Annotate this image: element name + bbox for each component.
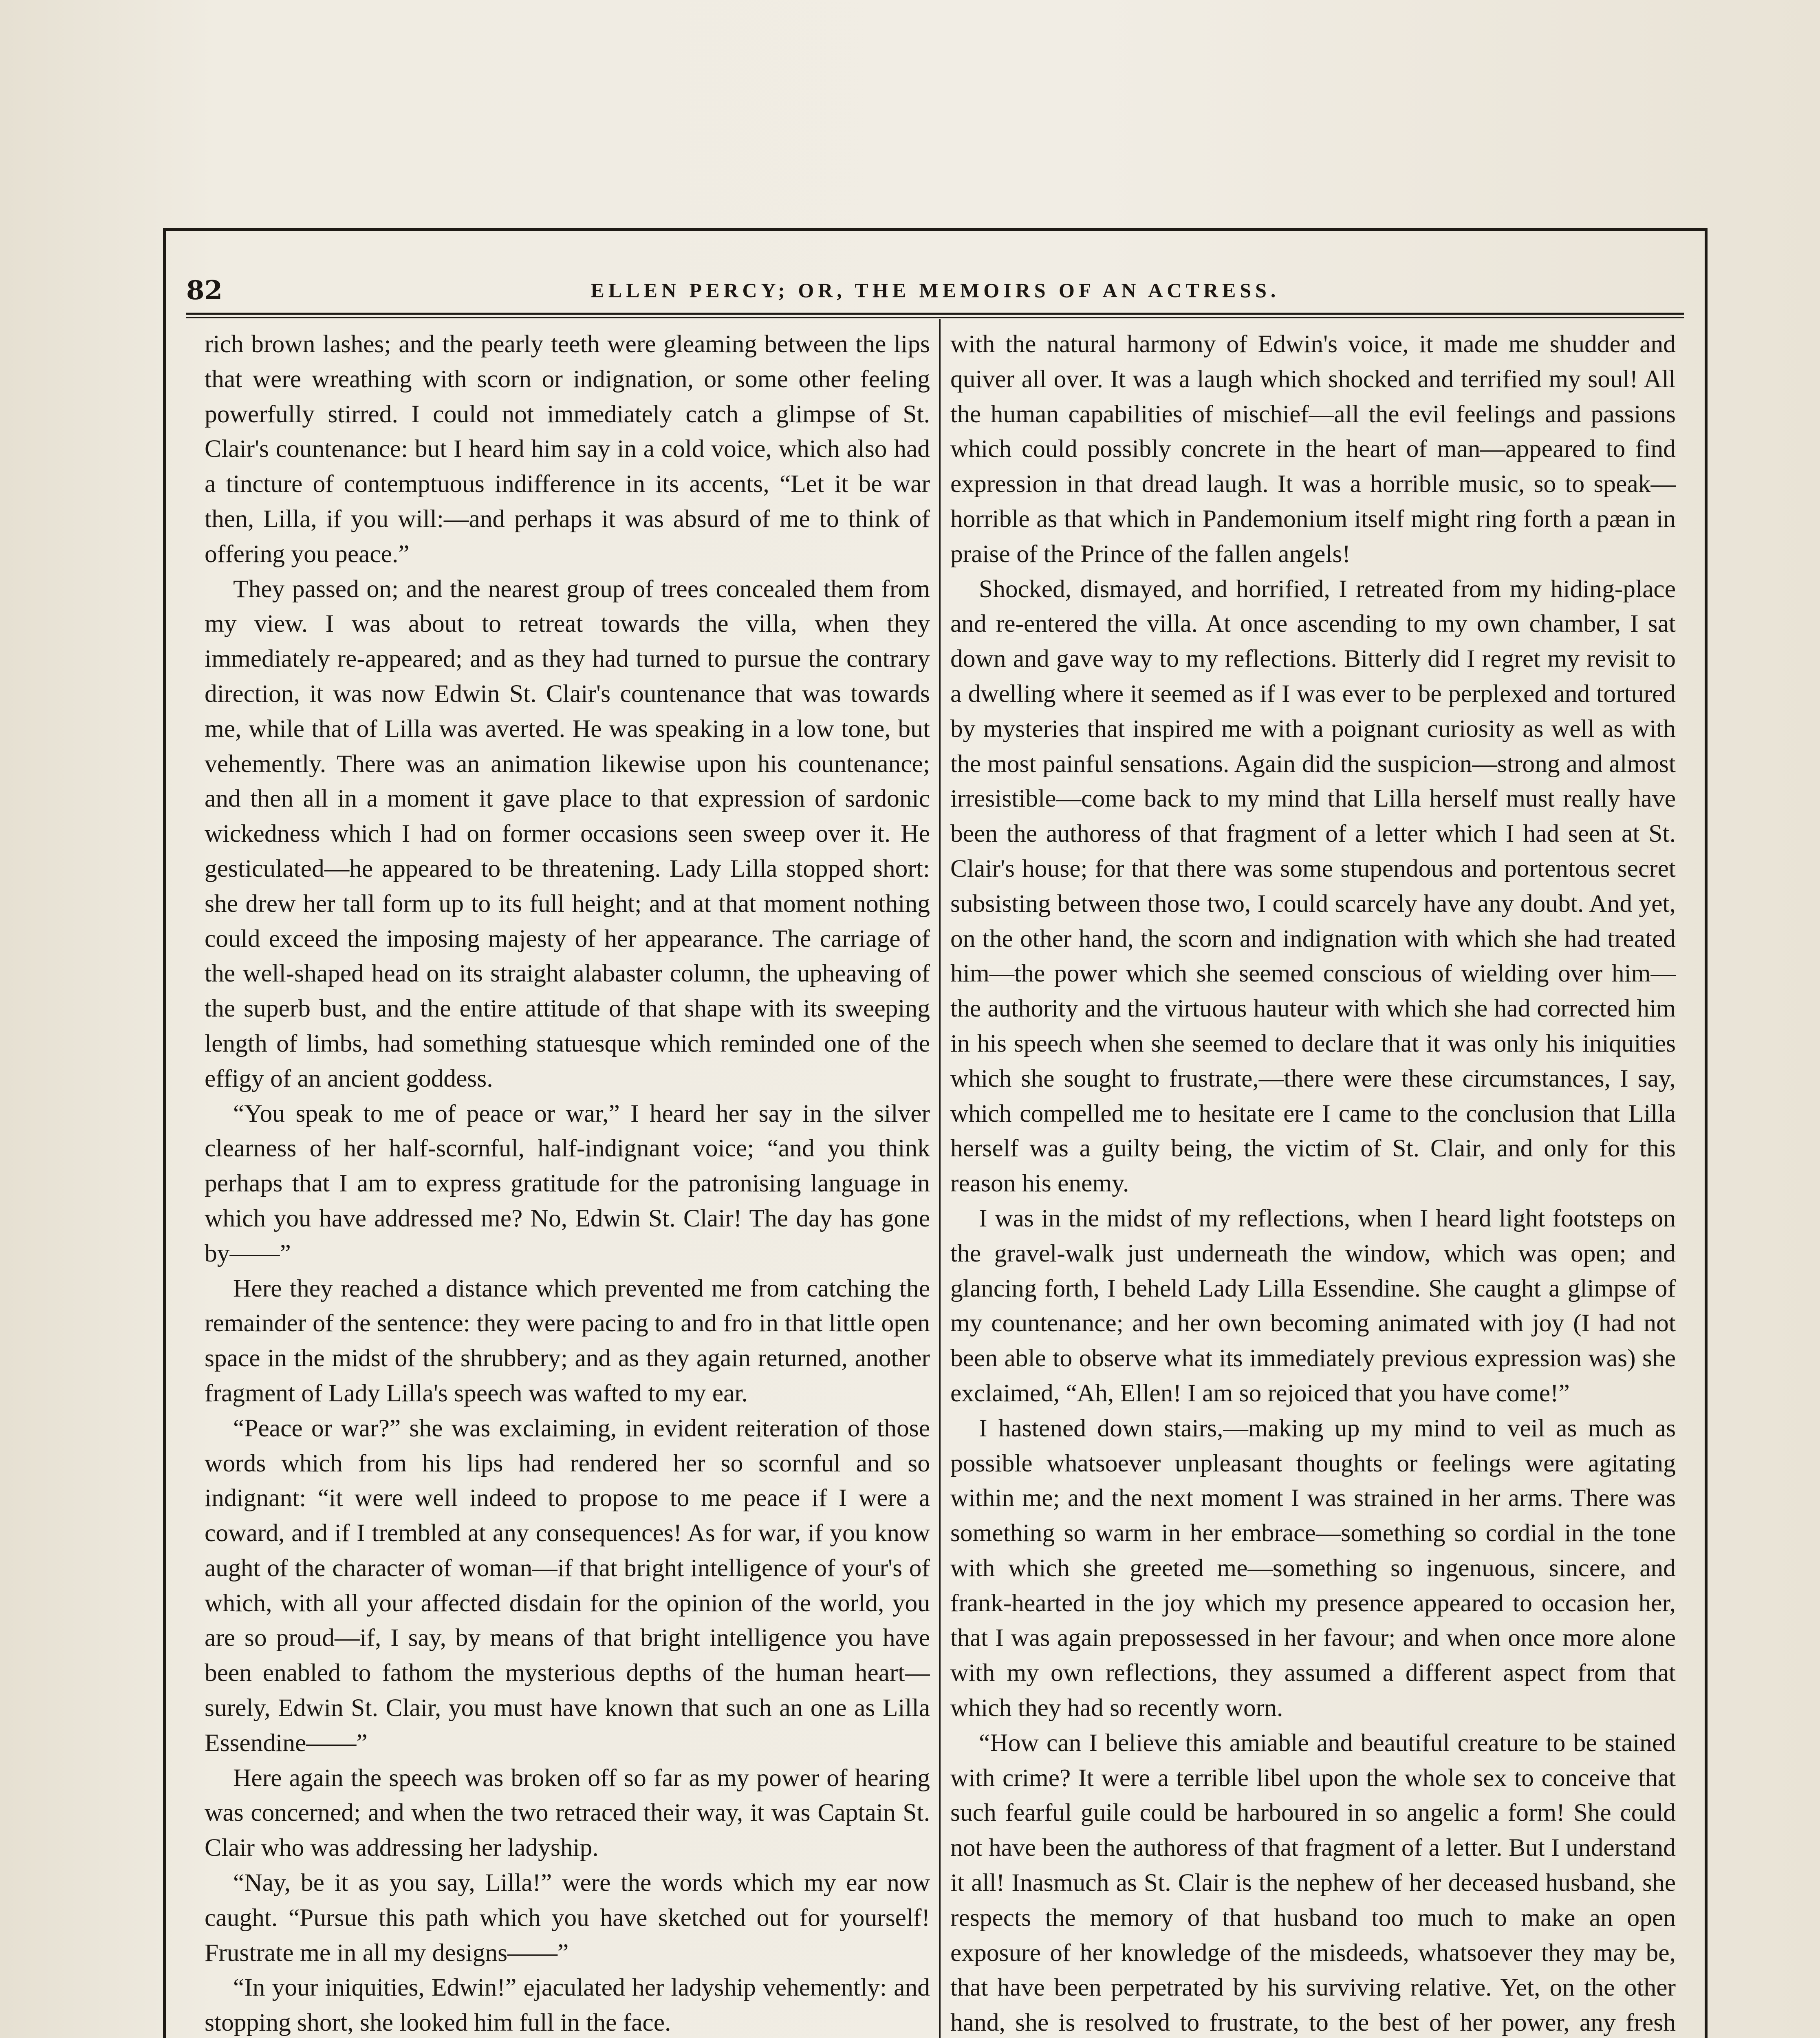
running-title: ELLEN PERCY; OR, THE MEMOIRS OF AN ACTRESS. (591, 279, 1280, 302)
header-rule (186, 313, 1684, 318)
paragraph: Shocked, dismayed, and horrified, I retreated from my hiding-place and re-entered the villa. At once ascending to my own chamber, I sat down and gave way to my reflections. Bitterly did I regret my revisit to a dwelling where it seemed as if I was ever to be perplexed and tortured by mysteries that inspired me with a poignant curiosity as well as with the most painful sensations. Again did the suspicion—strong and almost irresistible—come back to my mind that Lilla herself must really have been the authoress of that fragment of a letter which I had seen at St. Clair's house; for that there was some stupendous and portentous secret subsisting between those two, I could scarcely have any doubt. And yet, on the other hand, the scorn and indignation with which she had treated him—the power which she seemed conscious of wielding over him—the authority and the virtuous hauteur with which she had corrected him in his speech when she seemed to declare that it was only his iniquities which she sought to frustrate,—there were these circumstances, I say, which compelled me to hesitate ere I came to the conclusion that Lilla herself was a guilty being, the victim of St. Clair, and only for this reason his enemy. (950, 575, 1676, 1198)
paragraph: They passed on; and the nearest group of trees concealed them from my view. I was about to retreat towards the villa, when they immediately re-appeared; and as they had turned to pursue the contrary direction, it was now Edwin St. Clair's countenance that was towards me, while that of Lilla was averted. He was speaking in a low tone, but vehemently. There was an animation likewise upon his countenance; and then all in a moment it gave place to that expression of sardonic wickedness which I had on former occasions seen sweep over it. He gesticulated—he appeared to be threatening. Lady Lilla stopped short: she drew her tall form up to its full height; and at that moment nothing could exceed the imposing majesty of her appearance. The carriage of the well-shaped head on its straight alabaster column, the upheaving of the superb bust, and the entire attitude of that shape with its sweeping length of limbs, had something statuesque which reminded one of the effigy of an ancient goddess. (205, 575, 930, 1092)
paragraph: “You speak to me of peace or war,” I heard her say in the silver clearness of her half-scornful, half-indignant voice; “and you think perhaps that I am to express gratitude for the patronising language in which you have addressed me? No, Edwin St. Clair! The day has gone by——” (205, 1099, 930, 1267)
text-column-right (950, 327, 1676, 2038)
paragraph: with the natural harmony of Edwin's voice, it made me shudder and quiver all over. It was a laugh which shocked and terrified my soul! All the human capabilities of mischief—all the evil feelings and passions which could possibly concrete in the heart of man—appeared to find expression in that dread laugh. It was a horrible music, so to speak—horrible as that which in Pandemonium itself might ring forth a pæan in praise of the Prince of the fallen angels! (950, 330, 1676, 568)
paragraph: rich brown lashes; and the pearly teeth were gleaming between the lips that were wreathing with scorn or indignation, or some other feeling powerfully stirred. I could not immediately catch a glimpse of St. Clair's countenance: but I heard him say in a cold voice, which also had a tincture of contemptuous indifference in its accents, “Let it be war then, Lilla, if you will:—and perhaps it was absurd of me to think of offering you peace.” (205, 330, 930, 568)
column-divider (939, 319, 941, 2038)
text-column-left (205, 327, 930, 2038)
paragraph: Here they reached a distance which prevented me from catching the remainder of the sentence: they were pacing to and fro in that little open space in the midst of the shrubbery; and as they again returned, another fragment of Lady Lilla's speech was wafted to my ear. (205, 1274, 930, 1407)
paragraph: “Nay, be it as you say, Lilla!” were the words which my ear now caught. “Pursue this path which you have sketched out for yourself! Frustrate me in all my designs——” (205, 1869, 930, 1967)
page-number: 82 (186, 275, 223, 306)
paragraph: “How can I believe this amiable and beautiful creature to be stained with crime? It were a terrible libel upon the whole sex to conceive that such fearful guile could be harboured in so angelic a form! She could not have been the authoress of that fragment of a letter. But I understand it all! Inasmuch as St. Clair is the nephew of her deceased husband, she respects the memory of that husband too much to make an open exposure of her knowledge of the misdeeds, whatsoever they may be, that have been perpetrated by his surviving relative. Yet, on the other hand, she is resolved to frustrate, to the best of her power, any fresh (950, 1729, 1676, 2037)
paragraph: “In your iniquities, Edwin!” ejaculated her ladyship vehemently: and stopping short, she looked him full in the face. (205, 1974, 930, 2037)
page-frame (163, 228, 1708, 2038)
paragraph: Here again the speech was broken off so far as my power of hearing was concerned; and when the two retraced their way, it was Captain St. Clair who was addressing her ladyship. (205, 1764, 930, 1862)
paragraph: “Peace or war?” she was exclaiming, in evident reiteration of those words which from his lips had rendered her so scornful and so indignant: “it were well indeed to propose to me peace if I were a coward, and if I trembled at any consequences! As for war, if you know aught of the character of woman—if that bright intelligence of your's of which, with all your affected disdain for the opinion of the world, you are so proud—if, I say, by means of that bright intelligence you have been enabled to fathom the mysterious depths of the human heart—surely, Edwin St. Clair, you must have known that such an one as Lilla Essendine——” (205, 1414, 930, 1757)
paragraph: I was in the midst of my reflections, when I heard light footsteps on the gravel-walk just underneath the window, which was open; and glancing forth, I beheld Lady Lilla Essendine. She caught a glimpse of my countenance; and her own becoming animated with joy (I had not been able to observe what its immediately previous expression was) she exclaimed, “Ah, Ellen! I am so rejoiced that you have come!” (950, 1204, 1676, 1407)
paragraph: I hastened down stairs,—making up my mind to veil as much as possible whatsoever unpleasant thoughts or feelings were agitating within me; and the next moment I was strained in her arms. There was something so warm in her embrace—something so cordial in the tone with which she greeted me—something so ingenuous, sincere, and frank-hearted in the joy which my presence appeared to occasion her, that I was again prepossessed in her favour; and when once more alone with my own reflections, they assumed a different aspect from that which they had so recently worn. (950, 1414, 1676, 1722)
page-header (186, 272, 1684, 309)
